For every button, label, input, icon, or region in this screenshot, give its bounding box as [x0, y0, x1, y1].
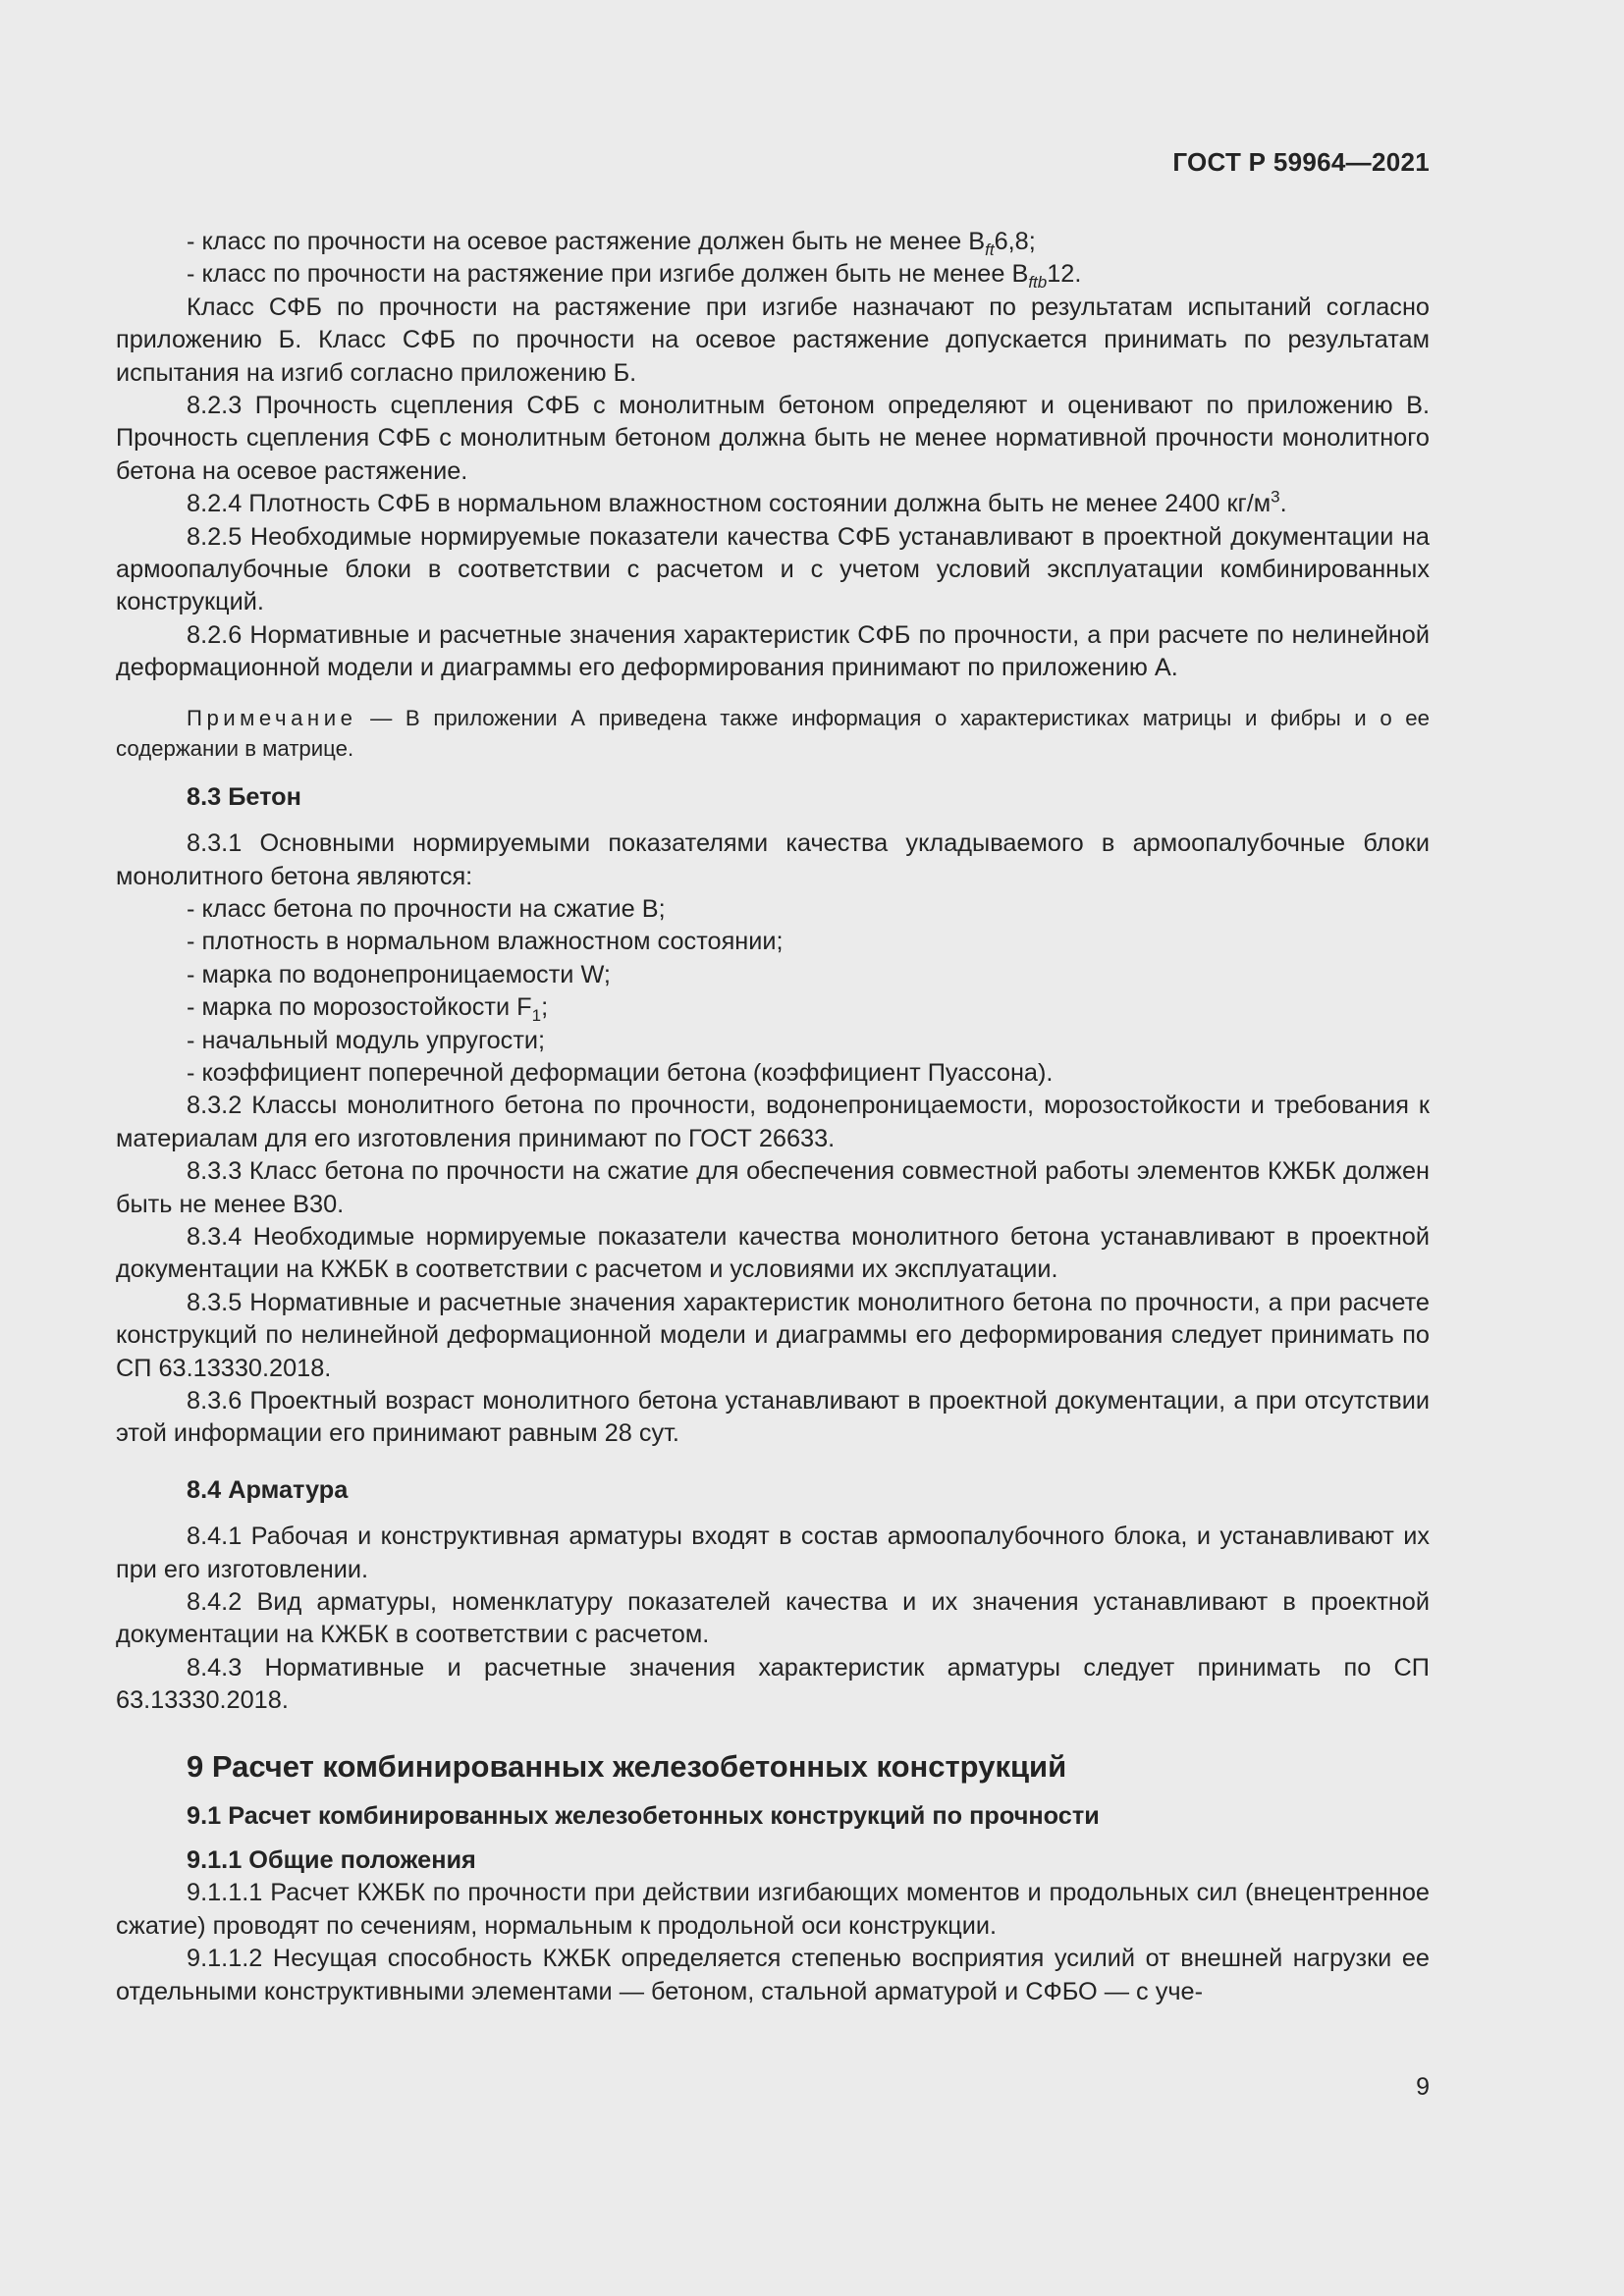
item-text: - класс по прочности на растяжение при изгибе должен быть не менее B: [187, 260, 1029, 289]
section-heading: 8.3 Бетон: [187, 782, 301, 811]
paragraph: 8.3.1 Основными нормируемыми показателями качества укладываемого в армоопалубочные блоки монолитного бетона являются:: [116, 829, 1430, 890]
paragraph: 8.3.5 Нормативные и расчетные значения характеристик монолитного бетона по прочности, а при расчете конструкций по нелинейной деформационной модели и диаграммы его деформирования следует принимать по СП 63.13330.2018.: [116, 1288, 1430, 1382]
list-item: - начальный модуль упругости;: [187, 1026, 546, 1054]
item-text: 6,8;: [994, 228, 1036, 255]
document-body: [116, 226, 1430, 2008]
paragraph: Класс СФБ по прочности на растяжение при изгибе назначают по результатам испытаний согласно приложению Б. Класс СФБ по прочности на осевое растяжение допускается принимать по результатам испытания на изгиб согласно приложению Б.: [116, 293, 1430, 387]
list-item: [116, 991, 1430, 1024]
subscript: 1: [531, 1006, 542, 1026]
paragraph: 8.3.3 Класс бетона по прочности на сжатие для обеспечения совместной работы элементов КЖБК должен быть не менее B30.: [116, 1157, 1430, 1218]
subscript: [1028, 273, 1047, 292]
item-text: - марка по морозостойкости F: [187, 993, 532, 1022]
chapter-heading: 9 Расчет комбинированных железобетонных конструкций: [187, 1748, 1067, 1784]
superscript: 3: [1271, 487, 1280, 507]
list-item: [116, 226, 1430, 258]
paragraph: 8.4.2 Вид арматуры, номенклатуру показателей качества и их значения устанавливают в проектной документации на КЖБК в соответствии с расчетом.: [116, 1588, 1430, 1649]
section-heading: 9.1 Расчет комбинированных железобетонных конструкций по прочности: [187, 1801, 1100, 1830]
list-item: - коэффициент поперечной деформации бетона (коэффициент Пуассона).: [187, 1058, 1054, 1087]
paragraph: 8.2.6 Нормативные и расчетные значения характеристик СФБ по прочности, а при расчете по нелинейной деформационной модели и диаграммы его деформирования принимают по приложению А.: [116, 620, 1430, 682]
subscript: [985, 240, 994, 259]
page-number: 9: [1416, 2073, 1430, 2101]
note: [116, 703, 1430, 764]
paragraph: [116, 488, 1430, 520]
section-heading: 8.4 Арматура: [187, 1475, 349, 1504]
item-text: 12.: [1047, 260, 1082, 289]
subscript-text: ft: [985, 240, 995, 260]
paragraph: 9.1.1.1 Расчет КЖБК по прочности при действии изгибающих моментов и продольных сил (внецентренное сжатие) проводят по сечениям, нормальным к продольной оси конструкции.: [116, 1879, 1430, 1940]
spacer: [116, 685, 1430, 699]
paragraph: 8.3.4 Необходимые нормируемые показатели качества монолитного бетона устанавливают в проектной документации на КЖБК в соответствии с расчетом и условиями их эксплуатации.: [116, 1222, 1430, 1284]
list-item: [116, 258, 1430, 291]
document-header: ГОСТ Р 59964—2021: [1172, 147, 1430, 177]
paragraph: 8.3.6 Проектный возраст монолитного бетона устанавливают в проектной документации, а при отсутствии этой информации его принимают равным 28 сут.: [116, 1387, 1430, 1448]
item-text: - класс по прочности на осевое растяжение должен быть не менее B: [187, 228, 986, 255]
paragraph: 9.1.1.2 Несущая способность КЖБК определяется степенью восприятия усилий от внешней нагрузки ее отдельными конструктивными элементами — бетоном, стальной арматурой и СФБО — с уче-: [116, 1945, 1430, 2005]
note-label: Примечание: [187, 705, 357, 730]
list-item: - марка по водонепроницаемости W;: [187, 960, 611, 988]
paragraph: 8.4.1 Рабочая и конструктивная арматуры входят в состав армоопалубочного блока, и устанавливают их при его изготовлении.: [116, 1522, 1430, 1583]
item-text: ;: [541, 993, 549, 1022]
list-item: - плотность в нормальном влажностном состоянии;: [187, 928, 784, 956]
paragraph-text: .: [1279, 490, 1287, 518]
paragraph: 8.3.2 Классы монолитного бетона по прочности, водонепроницаемости, морозостойкости и требования к материалам для его изготовления принимают по ГОСТ 26633.: [116, 1092, 1430, 1152]
paragraph: 8.2.3 Прочность сцепления СФБ с монолитным бетоном определяют и оценивают по приложению В. Прочность сцепления СФБ с монолитным бетоном должна быть не менее нормативной прочности монолитного бетона на осевое растяжение.: [116, 392, 1430, 485]
paragraph-text: 8.2.4 Плотность СФБ в нормальном влажностном состоянии должна быть не менее 2400 кг/м: [187, 490, 1272, 518]
subsection-heading: 9.1.1 Общие положения: [187, 1846, 476, 1875]
subscript-text: ftb: [1028, 273, 1048, 293]
paragraph: 8.2.5 Необходимые нормируемые показатели качества СФБ устанавливают в проектной документации на армоопалубочные блоки в соответствии с расчетом и с учетом условий эксплуатации комбинированных конструкций.: [116, 522, 1430, 616]
list-item: - класс бетона по прочности на сжатие B;: [187, 894, 666, 923]
note-text: — В приложении А приведена также информация о характеристиках матрицы и фибры и о ее содержании в матрице.: [116, 705, 1430, 761]
paragraph: 8.4.3 Нормативные и расчетные значения характеристик арматуры следует принимать по СП 63.13330.2018.: [116, 1653, 1430, 1715]
